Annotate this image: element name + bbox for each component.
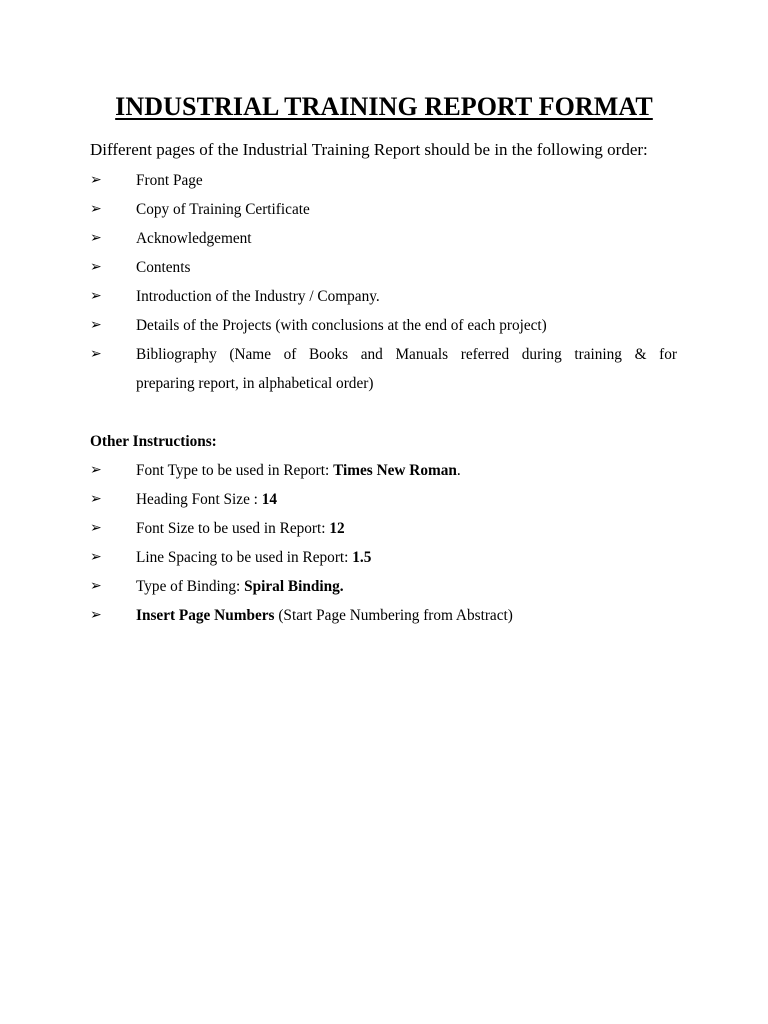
list-item-text: Contents [136,259,191,276]
page-order-list [0,166,768,398]
list-item-bibliography [0,340,768,398]
list-item [0,282,768,311]
arrow-bullet-icon: ➢ [90,521,102,536]
word: and [360,346,383,363]
word: during [521,346,562,363]
instructions-list [0,456,768,630]
list-item [0,224,768,253]
arrow-bullet-icon: ➢ [90,289,102,304]
arrow-bullet-icon: ➢ [90,579,102,594]
arrow-bullet-icon: ➢ [90,231,102,246]
page-title: INDUSTRIAL TRAINING REPORT FORMAT [115,92,653,121]
list-item [0,543,768,572]
arrow-bullet-icon: ➢ [90,550,102,565]
list-item [0,311,768,340]
bibliography-line-2: preparing report, in alphabetical order) [136,375,374,392]
word: for [659,346,677,363]
list-item-text: Front Page [136,172,203,189]
word: Books [308,346,349,363]
list-item [0,195,768,224]
list-item-text: Type of Binding: Spiral Binding. [136,578,344,595]
word: referred [460,346,510,363]
list-item [0,456,768,485]
arrow-bullet-icon: ➢ [90,202,102,217]
list-item [0,166,768,195]
list-item [0,601,768,630]
list-item-text: Line Spacing to be used in Report: 1.5 [136,549,372,566]
word: of [283,346,297,363]
list-item-text: Copy of Training Certificate [136,201,310,218]
arrow-bullet-icon: ➢ [90,173,102,188]
word: Manuals [395,346,449,363]
other-instructions-heading: Other Instructions: [90,433,217,450]
list-item [0,514,768,543]
list-item [0,572,768,601]
list-item-text: Font Type to be used in Report: Times New Roman. [136,462,461,479]
list-item-text: Font Size to be used in Report: 12 [136,520,345,537]
list-item-text: Heading Font Size : 14 [136,491,278,508]
arrow-bullet-icon: ➢ [90,608,102,623]
bibliography-line-1 [136,340,677,369]
arrow-bullet-icon: ➢ [90,463,102,478]
list-item-text [136,340,677,398]
list-item-text: Details of the Projects (with conclusions at the end of each project) [136,317,547,334]
word: Bibliography [136,346,217,363]
list-item-text: Acknowledgement [136,230,252,247]
list-item-text: Introduction of the Industry / Company. [136,288,380,305]
arrow-bullet-icon: ➢ [90,492,102,507]
list-item-text: Insert Page Numbers (Start Page Numbering from Abstract) [136,607,513,624]
list-item [0,485,768,514]
arrow-bullet-icon: ➢ [90,318,102,333]
arrow-bullet-icon: ➢ [90,260,102,275]
list-item [0,253,768,282]
word: (Name [229,346,271,363]
intro-text: Different pages of the Industrial Training Report should be in the following order: [90,140,648,159]
word: training [574,346,622,363]
word: & [634,346,647,363]
arrow-bullet-icon: ➢ [90,347,102,362]
